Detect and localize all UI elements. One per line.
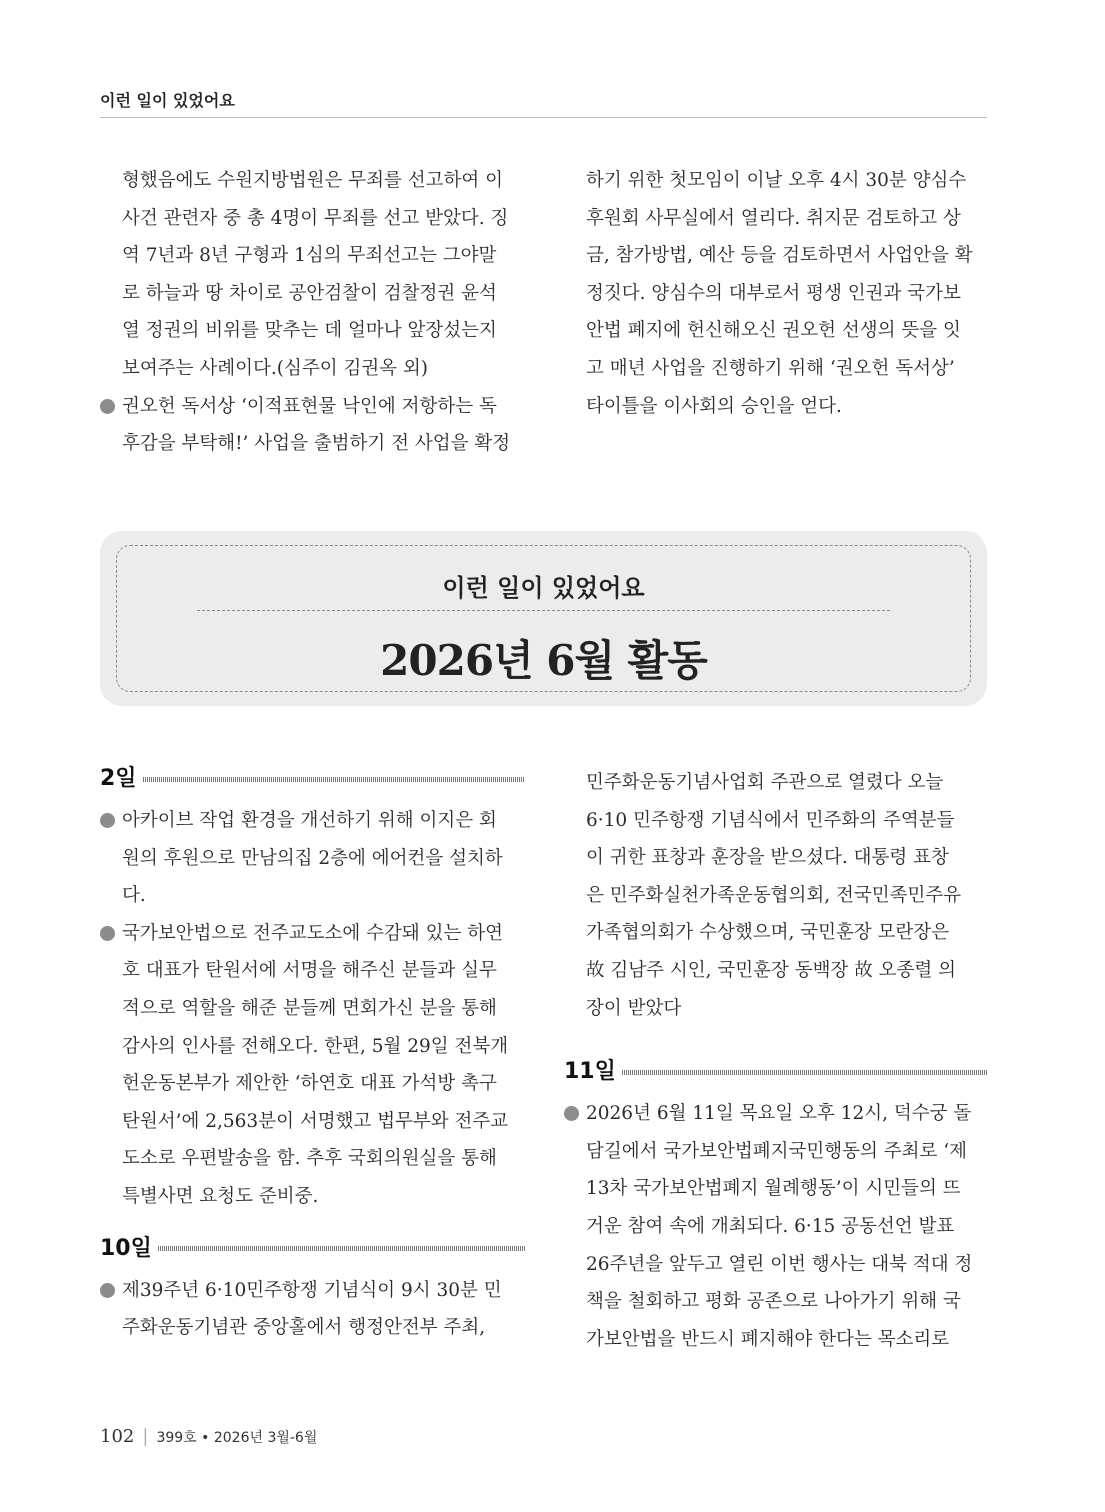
day-divider bbox=[622, 1070, 987, 1075]
bullet-dot-icon bbox=[100, 1283, 115, 1298]
text-line: 후감을 부탁해!’ 사업을 출범하기 전 사업을 확정 bbox=[122, 433, 511, 455]
page-footer bbox=[100, 1426, 317, 1447]
text-line: 적으로 역할을 해준 분들께 면회가신 분을 통해 bbox=[122, 997, 497, 1019]
text-line: 다. bbox=[122, 885, 146, 907]
banner-dashed-frame bbox=[116, 545, 971, 692]
text-line: 열 정권의 비위를 맞추는 데 얼마나 앞장섰는지 bbox=[122, 320, 497, 342]
top-left-column bbox=[100, 162, 525, 463]
day-heading-2 bbox=[100, 760, 525, 798]
text-line: 민주화운동기념사업회 주관으로 열렸다 오늘 bbox=[586, 772, 944, 793]
bullet-dot-icon bbox=[100, 926, 115, 941]
continued-paragraph bbox=[100, 162, 525, 388]
bullet-item bbox=[100, 915, 525, 1216]
text-line: 13차 국가보안법폐지 월례행동’이 시민들의 뜨 bbox=[586, 1178, 961, 1200]
top-right-column bbox=[586, 162, 987, 425]
bullet-dot-icon bbox=[100, 399, 115, 414]
text-line: 정짓다. 양심수의 대부로서 평생 인권과 국가보 bbox=[586, 282, 961, 304]
banner-title: 2026년 6월 활동 bbox=[380, 636, 707, 685]
text-line: 주화운동기념관 중앙홀에서 행정안전부 주최, bbox=[122, 1317, 486, 1339]
text-line: 헌운동본부가 제안한 ‘하연호 대표 가석방 촉구 bbox=[122, 1073, 497, 1095]
text-line: 안법 폐지에 헌신해오신 권오헌 선생의 뜻을 잇 bbox=[586, 320, 961, 342]
issue-info: 399호 • 2026년 3월-6월 bbox=[156, 1430, 318, 1446]
text-line: 호 대표가 탄원서에 서명을 해주신 분들과 실무 bbox=[122, 960, 497, 982]
text-line: 담길에서 국가보안법폐지국민행동의 주최로 ‘제 bbox=[586, 1140, 967, 1162]
bullet-item bbox=[100, 1272, 525, 1347]
footer-separator: | bbox=[142, 1426, 149, 1447]
text-line: 가족협의회가 수상했으며, 국민훈장 모란장은 bbox=[586, 922, 950, 944]
day-label: 10일 bbox=[100, 1235, 152, 1261]
bullet-item bbox=[100, 388, 525, 463]
bullet-dot-icon bbox=[564, 1106, 579, 1121]
banner-subtitle: 이런 일이 있었어요 bbox=[442, 574, 645, 602]
text-line: 원의 후원으로 만남의집 2층에 에어컨을 설치하 bbox=[122, 847, 503, 869]
text-line: 로 하늘과 땅 차이로 공안검찰이 검찰정권 윤석 bbox=[122, 282, 497, 304]
continued-paragraph bbox=[564, 764, 987, 1027]
text-line: 타이틀을 이사회의 승인을 얻다. bbox=[586, 395, 842, 417]
page-number: 102 bbox=[100, 1426, 135, 1447]
header-divider bbox=[100, 117, 987, 118]
day-label: 2일 bbox=[100, 766, 137, 792]
text-line: 6·10 민주항쟁 기념식에서 민주화의 주역분들 bbox=[586, 809, 955, 831]
text-line: 아카이브 작업 환경을 개선하기 위해 이지은 회 bbox=[122, 810, 497, 831]
text-line: 금, 참가방법, 예산 등을 검토하면서 사업안을 확 bbox=[586, 245, 973, 267]
text-line: 거운 참여 속에 개최되다. 6·15 공동선언 발표 bbox=[586, 1215, 955, 1237]
text-line: 이 귀한 표창과 훈장을 받으셨다. 대통령 표창 bbox=[586, 847, 949, 869]
text-line: 은 민주화실천가족운동협의회, 전국민족민주유 bbox=[586, 884, 962, 906]
text-line: 하기 위한 첫모임이 이날 오후 4시 30분 양심수 bbox=[586, 170, 967, 191]
bullet-dot-icon bbox=[100, 813, 115, 828]
text-line: 가보안법을 반드시 폐지해야 한다는 목소리로 bbox=[586, 1328, 950, 1350]
text-line: 특별사면 요청도 준비중. bbox=[122, 1185, 319, 1207]
section-banner bbox=[100, 531, 987, 706]
text-line: 보여주는 사례이다.(심주이 김권옥 외) bbox=[122, 357, 429, 379]
day-divider bbox=[143, 777, 525, 782]
text-line: 역 7년과 8년 구형과 1심의 무죄선고는 그야말 bbox=[122, 245, 497, 267]
text-line: 고 매년 사업을 진행하기 위해 ‘권오헌 독서상’ bbox=[586, 357, 955, 379]
text-line: 제39주년 6·10민주항쟁 기념식이 9시 30분 민 bbox=[122, 1279, 502, 1301]
bullet-item bbox=[100, 802, 525, 915]
text-line: 감사의 인사를 전해오다. 한편, 5월 29일 전북개 bbox=[122, 1035, 509, 1057]
bottom-right-column bbox=[564, 764, 987, 1358]
day-heading-10 bbox=[100, 1230, 525, 1268]
text-line: 형했음에도 수원지방법원은 무죄를 선고하여 이 bbox=[122, 170, 503, 191]
text-line: 故 김남주 시인, 국민훈장 동백장 故 오종렬 의 bbox=[586, 959, 956, 981]
text-line: 후원회 사무실에서 열리다. 취지문 검토하고 상 bbox=[586, 207, 961, 229]
section-header-label: 이런 일이 있었어요 bbox=[100, 91, 235, 110]
bottom-left-column bbox=[100, 760, 525, 1347]
day-divider bbox=[158, 1246, 525, 1251]
text-line: 권오헌 독서상 ‘이적표현물 낙인에 저항하는 독 bbox=[122, 395, 497, 417]
text-line: 장이 받았다 bbox=[586, 997, 682, 1019]
text-line: 26주년을 앞두고 열린 이번 행사는 대북 적대 정 bbox=[586, 1253, 973, 1275]
text-line: 사건 관련자 중 총 4명이 무죄를 선고 받았다. 징 bbox=[122, 207, 509, 229]
text-line: 탄원서’에 2,563분이 서명했고 법무부와 전주교 bbox=[122, 1110, 509, 1132]
text-line: 도소로 우편발송을 함. 추후 국회의원실을 통해 bbox=[122, 1148, 497, 1170]
banner-divider bbox=[197, 610, 890, 611]
text-line: 국가보안법으로 전주교도소에 수감돼 있는 하연 bbox=[122, 922, 503, 944]
day-label: 11일 bbox=[564, 1059, 616, 1085]
text-line: 2026년 6월 11일 목요일 오후 12시, 덕수궁 돌 bbox=[586, 1103, 972, 1125]
day-heading-11 bbox=[564, 1053, 987, 1091]
text-line: 책을 철회하고 평화 공존으로 나아가기 위해 국 bbox=[586, 1291, 961, 1313]
bullet-item bbox=[564, 1095, 987, 1358]
